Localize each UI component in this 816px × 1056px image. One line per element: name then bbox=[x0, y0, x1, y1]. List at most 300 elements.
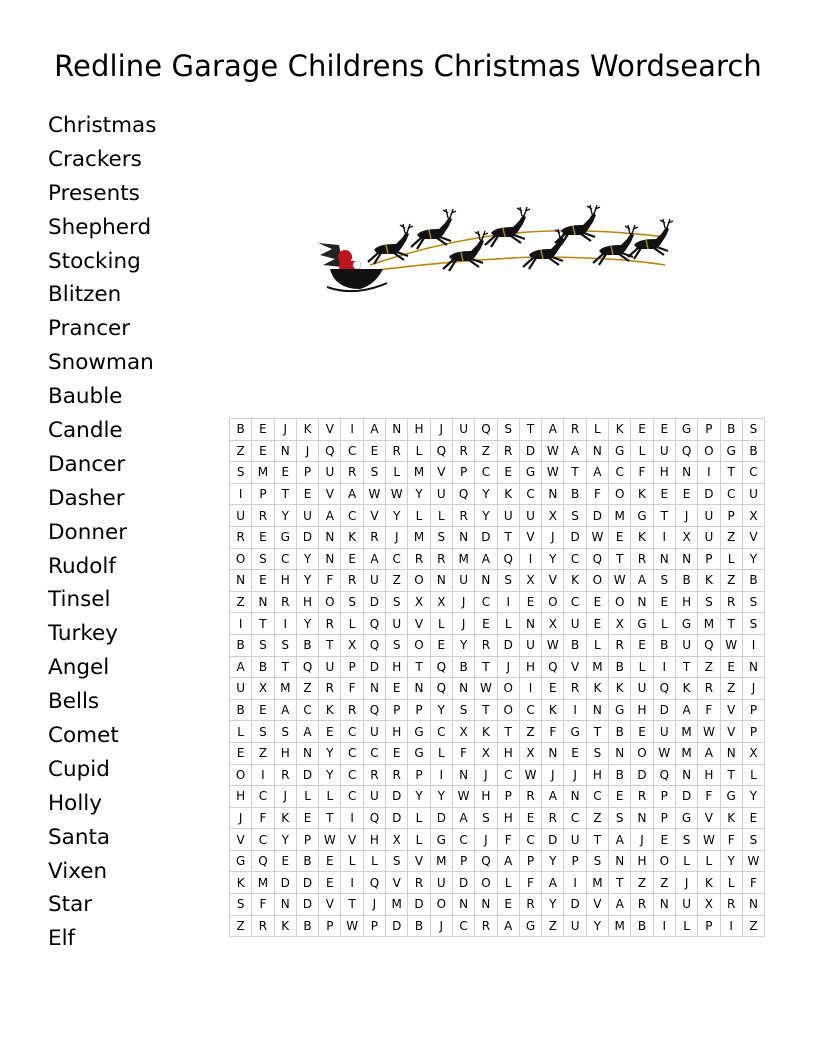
grid-cell: A bbox=[230, 656, 252, 678]
grid-cell: C bbox=[742, 462, 764, 484]
grid-cell: R bbox=[274, 764, 296, 786]
grid-cell: K bbox=[274, 807, 296, 829]
grid-cell: E bbox=[631, 634, 653, 656]
grid-cell: C bbox=[430, 721, 452, 743]
grid-cell: X bbox=[542, 505, 564, 527]
grid-row bbox=[230, 829, 765, 851]
grid-cell: H bbox=[519, 656, 541, 678]
grid-cell: N bbox=[675, 548, 697, 570]
grid-cell: E bbox=[519, 591, 541, 613]
grid-cell: E bbox=[386, 742, 408, 764]
grid-cell: Y bbox=[542, 894, 564, 916]
grid-cell: B bbox=[564, 634, 586, 656]
grid-cell: N bbox=[452, 678, 474, 700]
grid-cell: U bbox=[319, 656, 341, 678]
grid-cell: X bbox=[252, 678, 274, 700]
grid-cell: R bbox=[363, 526, 385, 548]
word-list-item: Shepherd bbox=[48, 214, 152, 240]
grid-cell: Y bbox=[475, 483, 497, 505]
grid-cell: P bbox=[408, 764, 430, 786]
grid-cell: S bbox=[675, 829, 697, 851]
grid-cell: C bbox=[609, 462, 631, 484]
grid-cell: D bbox=[386, 807, 408, 829]
grid-cell: B bbox=[230, 419, 252, 441]
grid-cell: C bbox=[519, 483, 541, 505]
grid-cell: V bbox=[698, 807, 720, 829]
grid-cell: W bbox=[386, 483, 408, 505]
grid-cell: E bbox=[319, 850, 341, 872]
grid-cell: E bbox=[475, 613, 497, 635]
grid-cell: Z bbox=[252, 742, 274, 764]
grid-cell: P bbox=[720, 505, 742, 527]
grid-cell: H bbox=[274, 742, 296, 764]
grid-cell: B bbox=[631, 915, 653, 937]
grid-cell: J bbox=[475, 829, 497, 851]
grid-cell: S bbox=[497, 419, 519, 441]
grid-cell: R bbox=[631, 548, 653, 570]
grid-cell: E bbox=[319, 872, 341, 894]
grid-row bbox=[230, 678, 765, 700]
grid-cell: D bbox=[386, 915, 408, 937]
grid-cell: Q bbox=[475, 419, 497, 441]
grid-cell: P bbox=[452, 850, 474, 872]
grid-cell: N bbox=[586, 699, 608, 721]
grid-cell: V bbox=[319, 483, 341, 505]
grid-cell: F bbox=[586, 483, 608, 505]
grid-cell: A bbox=[296, 721, 318, 743]
grid-cell: A bbox=[698, 742, 720, 764]
grid-cell: G bbox=[675, 419, 697, 441]
grid-cell: Z bbox=[230, 915, 252, 937]
grid-cell: M bbox=[430, 850, 452, 872]
grid-cell: A bbox=[497, 915, 519, 937]
word-list-item: Star bbox=[48, 892, 93, 918]
grid-cell: J bbox=[542, 764, 564, 786]
grid-cell: Q bbox=[475, 850, 497, 872]
grid-cell: N bbox=[430, 570, 452, 592]
grid-cell: P bbox=[296, 462, 318, 484]
grid-cell: V bbox=[519, 526, 541, 548]
grid-cell: R bbox=[430, 548, 452, 570]
grid-row bbox=[230, 721, 765, 743]
grid-cell: S bbox=[386, 634, 408, 656]
grid-cell: V bbox=[341, 829, 363, 851]
grid-cell: A bbox=[675, 699, 697, 721]
grid-cell: K bbox=[341, 526, 363, 548]
grid-cell: E bbox=[341, 548, 363, 570]
grid-cell: L bbox=[408, 440, 430, 462]
grid-cell: E bbox=[542, 678, 564, 700]
grid-cell: U bbox=[675, 894, 697, 916]
word-list-item: Holly bbox=[48, 790, 102, 816]
grid-cell: U bbox=[519, 505, 541, 527]
grid-cell: F bbox=[631, 462, 653, 484]
grid-cell: L bbox=[675, 915, 697, 937]
grid-cell: T bbox=[319, 634, 341, 656]
word-list-item: Blitzen bbox=[48, 282, 122, 308]
grid-cell: E bbox=[274, 462, 296, 484]
grid-cell: U bbox=[519, 634, 541, 656]
grid-cell: M bbox=[252, 462, 274, 484]
grid-cell: S bbox=[742, 591, 764, 613]
grid-cell: Z bbox=[230, 591, 252, 613]
grid-cell: S bbox=[497, 570, 519, 592]
grid-cell: A bbox=[542, 419, 564, 441]
grid-cell: M bbox=[252, 872, 274, 894]
grid-cell: N bbox=[631, 807, 653, 829]
grid-cell: L bbox=[631, 440, 653, 462]
grid-cell: H bbox=[274, 570, 296, 592]
grid-cell: S bbox=[363, 462, 385, 484]
grid-row bbox=[230, 505, 765, 527]
grid-cell: V bbox=[386, 872, 408, 894]
grid-cell: V bbox=[564, 656, 586, 678]
grid-cell: Q bbox=[363, 613, 385, 635]
grid-cell: B bbox=[252, 656, 274, 678]
grid-cell: F bbox=[452, 742, 474, 764]
grid-cell: G bbox=[675, 807, 697, 829]
grid-cell: T bbox=[720, 462, 742, 484]
grid-cell: E bbox=[653, 483, 675, 505]
grid-cell: Z bbox=[720, 570, 742, 592]
grid-cell: U bbox=[363, 786, 385, 808]
grid-cell: Z bbox=[631, 872, 653, 894]
grid-cell: O bbox=[698, 440, 720, 462]
grid-cell: D bbox=[274, 872, 296, 894]
grid-cell: R bbox=[564, 678, 586, 700]
grid-cell: M bbox=[452, 548, 474, 570]
grid-cell: Y bbox=[274, 829, 296, 851]
grid-cell: Q bbox=[653, 678, 675, 700]
grid-cell: X bbox=[609, 613, 631, 635]
word-list-item: Prancer bbox=[48, 316, 131, 342]
grid-cell: Q bbox=[363, 699, 385, 721]
grid-cell: Q bbox=[430, 440, 452, 462]
grid-cell: I bbox=[720, 915, 742, 937]
grid-cell: T bbox=[720, 764, 742, 786]
grid-cell: N bbox=[408, 678, 430, 700]
grid-cell: I bbox=[341, 872, 363, 894]
grid-row bbox=[230, 570, 765, 592]
grid-cell: T bbox=[653, 505, 675, 527]
grid-cell: B bbox=[408, 915, 430, 937]
grid-cell: S bbox=[430, 526, 452, 548]
grid-cell: U bbox=[430, 872, 452, 894]
grid-row bbox=[230, 483, 765, 505]
word-list-item: Turkey bbox=[48, 621, 118, 647]
grid-cell: S bbox=[742, 613, 764, 635]
grid-cell: G bbox=[609, 440, 631, 462]
grid-cell: R bbox=[363, 764, 385, 786]
grid-cell: B bbox=[720, 419, 742, 441]
grid-cell: S bbox=[341, 591, 363, 613]
word-list-item: Tinsel bbox=[48, 587, 111, 613]
grid-cell: J bbox=[386, 526, 408, 548]
grid-cell: N bbox=[609, 850, 631, 872]
grid-cell: P bbox=[452, 462, 474, 484]
grid-cell: R bbox=[519, 894, 541, 916]
grid-cell: P bbox=[698, 915, 720, 937]
grid-cell: R bbox=[452, 440, 474, 462]
grid-cell: G bbox=[631, 613, 653, 635]
grid-row bbox=[230, 462, 765, 484]
grid-cell: G bbox=[408, 721, 430, 743]
grid-cell: S bbox=[230, 462, 252, 484]
word-list-item: Dasher bbox=[48, 485, 125, 511]
grid-cell: R bbox=[408, 872, 430, 894]
grid-cell: R bbox=[319, 678, 341, 700]
grid-cell: O bbox=[497, 678, 519, 700]
grid-cell: S bbox=[698, 591, 720, 613]
grid-cell: Q bbox=[363, 807, 385, 829]
grid-cell: K bbox=[631, 526, 653, 548]
grid-cell: J bbox=[430, 419, 452, 441]
grid-cell: R bbox=[319, 613, 341, 635]
grid-cell: N bbox=[675, 764, 697, 786]
grid-cell: K bbox=[296, 419, 318, 441]
grid-cell: R bbox=[497, 440, 519, 462]
grid-cell: O bbox=[497, 699, 519, 721]
grid-cell: C bbox=[274, 548, 296, 570]
grid-cell: H bbox=[631, 850, 653, 872]
grid-cell: D bbox=[296, 872, 318, 894]
grid-cell: A bbox=[341, 483, 363, 505]
grid-cell: U bbox=[564, 613, 586, 635]
grid-cell: L bbox=[698, 850, 720, 872]
grid-cell: U bbox=[363, 570, 385, 592]
grid-cell: N bbox=[519, 613, 541, 635]
grid-cell: N bbox=[586, 440, 608, 462]
grid-cell: S bbox=[742, 829, 764, 851]
grid-cell: A bbox=[452, 807, 474, 829]
grid-cell: P bbox=[341, 656, 363, 678]
grid-cell: E bbox=[430, 634, 452, 656]
grid-cell: K bbox=[675, 678, 697, 700]
grid-cell: F bbox=[341, 678, 363, 700]
grid-cell: B bbox=[742, 570, 764, 592]
grid-cell: J bbox=[631, 829, 653, 851]
grid-cell: H bbox=[698, 764, 720, 786]
grid-cell: A bbox=[631, 570, 653, 592]
grid-cell: R bbox=[408, 548, 430, 570]
word-list-item: Angel bbox=[48, 655, 110, 681]
grid-cell: C bbox=[341, 505, 363, 527]
grid-cell: E bbox=[252, 699, 274, 721]
grid-cell: N bbox=[274, 440, 296, 462]
grid-cell: U bbox=[564, 915, 586, 937]
grid-cell: I bbox=[274, 613, 296, 635]
grid-cell: R bbox=[386, 764, 408, 786]
grid-cell: U bbox=[296, 505, 318, 527]
grid-cell: E bbox=[363, 440, 385, 462]
grid-cell: Y bbox=[319, 742, 341, 764]
grid-cell: C bbox=[452, 915, 474, 937]
grid-cell: X bbox=[452, 721, 474, 743]
grid-row bbox=[230, 548, 765, 570]
grid-cell: E bbox=[252, 419, 274, 441]
letter-grid bbox=[229, 418, 765, 937]
grid-cell: F bbox=[519, 872, 541, 894]
grid-cell: S bbox=[274, 721, 296, 743]
grid-cell: U bbox=[675, 634, 697, 656]
grid-cell: D bbox=[296, 894, 318, 916]
grid-cell: G bbox=[720, 786, 742, 808]
grid-cell: Z bbox=[386, 570, 408, 592]
grid-cell: M bbox=[609, 505, 631, 527]
grid-cell: G bbox=[230, 850, 252, 872]
grid-cell: D bbox=[296, 764, 318, 786]
grid-cell: C bbox=[720, 483, 742, 505]
grid-cell: N bbox=[542, 742, 564, 764]
grid-cell: W bbox=[519, 764, 541, 786]
grid-cell: G bbox=[631, 505, 653, 527]
grid-cell: C bbox=[341, 786, 363, 808]
grid-cell: S bbox=[386, 591, 408, 613]
grid-cell: I bbox=[497, 591, 519, 613]
grid-cell: I bbox=[653, 526, 675, 548]
grid-cell: X bbox=[698, 894, 720, 916]
grid-cell: D bbox=[564, 894, 586, 916]
grid-cell: N bbox=[542, 483, 564, 505]
grid-cell: K bbox=[230, 872, 252, 894]
grid-cell: D bbox=[363, 591, 385, 613]
grid-cell: C bbox=[386, 548, 408, 570]
grid-cell: K bbox=[720, 807, 742, 829]
grid-cell: Z bbox=[296, 678, 318, 700]
grid-cell: Q bbox=[497, 548, 519, 570]
grid-cell: M bbox=[408, 526, 430, 548]
grid-cell: O bbox=[586, 570, 608, 592]
grid-cell: Z bbox=[653, 872, 675, 894]
word-list-item: Bells bbox=[48, 689, 100, 715]
grid-cell: S bbox=[475, 807, 497, 829]
grid-cell: N bbox=[564, 786, 586, 808]
grid-cell: E bbox=[653, 591, 675, 613]
grid-cell: K bbox=[564, 570, 586, 592]
grid-cell: E bbox=[675, 483, 697, 505]
grid-cell: K bbox=[698, 872, 720, 894]
grid-cell: O bbox=[609, 591, 631, 613]
grid-cell: L bbox=[341, 850, 363, 872]
grid-cell: H bbox=[408, 419, 430, 441]
grid-cell: P bbox=[564, 850, 586, 872]
grid-cell: B bbox=[653, 634, 675, 656]
grid-cell: I bbox=[519, 678, 541, 700]
grid-cell: Q bbox=[698, 634, 720, 656]
grid-cell: H bbox=[653, 462, 675, 484]
grid-cell: E bbox=[497, 894, 519, 916]
grid-cell: M bbox=[408, 462, 430, 484]
grid-cell: E bbox=[296, 807, 318, 829]
grid-cell: K bbox=[497, 483, 519, 505]
grid-cell: T bbox=[319, 807, 341, 829]
grid-cell: L bbox=[363, 850, 385, 872]
grid-cell: U bbox=[497, 505, 519, 527]
grid-cell: H bbox=[675, 591, 697, 613]
grid-cell: R bbox=[720, 591, 742, 613]
grid-cell: N bbox=[296, 742, 318, 764]
grid-cell: W bbox=[341, 915, 363, 937]
grid-cell: S bbox=[252, 721, 274, 743]
grid-cell: Q bbox=[430, 656, 452, 678]
grid-cell: K bbox=[475, 721, 497, 743]
grid-cell: H bbox=[230, 786, 252, 808]
grid-cell: T bbox=[609, 872, 631, 894]
grid-cell: O bbox=[609, 483, 631, 505]
grid-cell: R bbox=[519, 786, 541, 808]
grid-cell: W bbox=[720, 634, 742, 656]
grid-cell: Y bbox=[742, 548, 764, 570]
grid-row bbox=[230, 872, 765, 894]
grid-cell: Y bbox=[542, 850, 564, 872]
grid-cell: T bbox=[564, 462, 586, 484]
grid-cell: B bbox=[296, 634, 318, 656]
grid-cell: N bbox=[386, 419, 408, 441]
grid-cell: R bbox=[252, 505, 274, 527]
grid-cell: G bbox=[519, 915, 541, 937]
grid-cell: W bbox=[542, 462, 564, 484]
grid-cell: R bbox=[452, 505, 474, 527]
grid-row bbox=[230, 440, 765, 462]
grid-cell: K bbox=[631, 483, 653, 505]
grid-cell: L bbox=[653, 613, 675, 635]
grid-cell: L bbox=[497, 613, 519, 635]
grid-cell: N bbox=[452, 894, 474, 916]
grid-cell: Z bbox=[720, 678, 742, 700]
grid-cell: F bbox=[319, 570, 341, 592]
grid-cell: D bbox=[296, 526, 318, 548]
grid-cell: Z bbox=[475, 440, 497, 462]
grid-cell: Y bbox=[319, 764, 341, 786]
grid-cell: A bbox=[542, 872, 564, 894]
grid-cell: U bbox=[319, 462, 341, 484]
grid-cell: E bbox=[296, 483, 318, 505]
grid-cell: D bbox=[430, 807, 452, 829]
grid-cell: L bbox=[408, 807, 430, 829]
grid-cell: T bbox=[586, 721, 608, 743]
grid-cell: X bbox=[408, 591, 430, 613]
grid-cell: Q bbox=[363, 872, 385, 894]
grid-cell: Y bbox=[430, 786, 452, 808]
grid-cell: A bbox=[542, 786, 564, 808]
grid-cell: J bbox=[230, 807, 252, 829]
grid-cell: E bbox=[586, 613, 608, 635]
grid-cell: W bbox=[452, 786, 474, 808]
grid-cell: A bbox=[609, 894, 631, 916]
grid-cell: C bbox=[341, 440, 363, 462]
grid-cell: F bbox=[720, 829, 742, 851]
grid-cell: R bbox=[230, 526, 252, 548]
grid-cell: Y bbox=[296, 548, 318, 570]
grid-row bbox=[230, 850, 765, 872]
grid-cell: R bbox=[698, 678, 720, 700]
grid-cell: V bbox=[430, 462, 452, 484]
grid-cell: N bbox=[363, 678, 385, 700]
word-list-item: Presents bbox=[48, 180, 140, 206]
grid-cell: R bbox=[720, 894, 742, 916]
grid-cell: X bbox=[430, 591, 452, 613]
grid-cell: I bbox=[519, 548, 541, 570]
grid-cell: K bbox=[609, 678, 631, 700]
grid-cell: Q bbox=[675, 440, 697, 462]
grid-cell: F bbox=[698, 786, 720, 808]
grid-cell: X bbox=[742, 505, 764, 527]
grid-cell: T bbox=[675, 656, 697, 678]
grid-cell: U bbox=[653, 721, 675, 743]
grid-cell: I bbox=[564, 699, 586, 721]
grid-cell: V bbox=[408, 613, 430, 635]
grid-cell: T bbox=[252, 613, 274, 635]
